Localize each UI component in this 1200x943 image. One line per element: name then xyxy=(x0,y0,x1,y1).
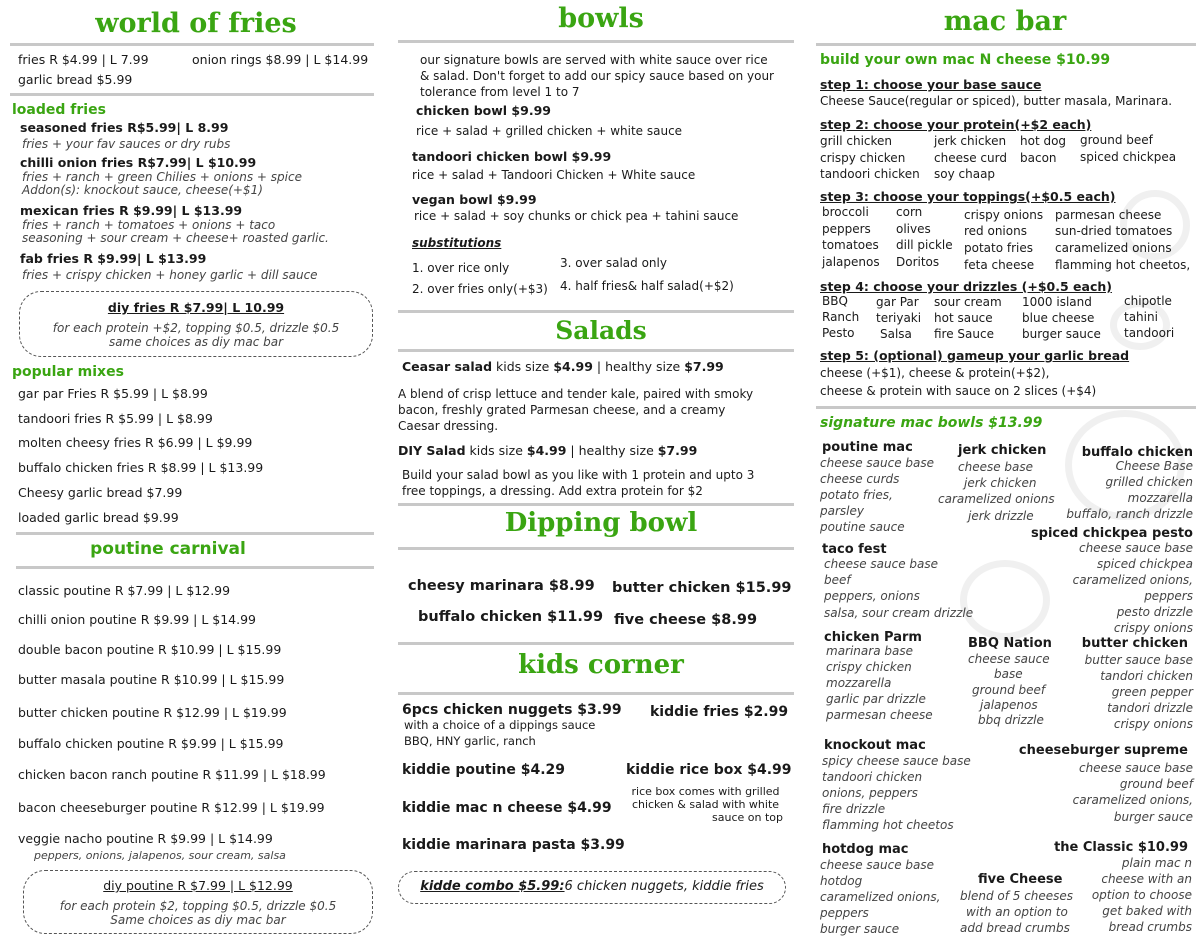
sig-spiced-chickpea-pesto: spiced chickpea pesto xyxy=(1030,526,1193,541)
diy-poutine-line: for each protein $2, topping $0.5, drizzle $0.5 xyxy=(59,899,337,913)
diy-fries-line: for each protein +$2, topping $0.5, drizzle $0.5 xyxy=(52,321,340,335)
sig-desc: caramelized onions, xyxy=(820,890,941,904)
sig-butter-chicken: butter chicken xyxy=(1081,636,1188,651)
bowl-tandoori: tandoori chicken bowl $9.99 xyxy=(412,149,612,164)
sig-desc: burger sauce xyxy=(820,922,900,936)
sig-desc: mozzarella xyxy=(826,676,892,690)
sig-desc: onions, peppers xyxy=(822,786,918,800)
poutine-item: bacon cheeseburger poutine R $12.99 | L $19.99 xyxy=(18,800,325,815)
item-seasoned-fries: seasoned fries R$5.99| L 8.99 xyxy=(20,120,229,135)
diy-poutine-title: diy poutine R $7.99 | L $12.99 xyxy=(103,878,293,893)
sig-desc: peppers xyxy=(1144,589,1193,603)
topping: dill pickle xyxy=(896,238,953,252)
kids-combo-box xyxy=(398,871,786,904)
item-desc: fries + ranch + tomatoes + onions + taco xyxy=(22,218,276,232)
poutine-item: butter masala poutine R $10.99 | L $15.99 xyxy=(18,672,285,687)
popular-item: tandoori fries R $5.99 | L $8.99 xyxy=(18,411,213,426)
heading-loaded-fries: loaded fries xyxy=(12,102,106,118)
heading-build-your-own: build your own mac N cheese $10.99 xyxy=(820,52,1111,68)
diy-salad-kids-price: $4.99 xyxy=(526,443,567,458)
caesar-healthy-price: $7.99 xyxy=(684,359,724,374)
dip-item: five cheese $8.99 xyxy=(614,612,758,628)
diy-fries-title: diy fries R $7.99| L 10.99 xyxy=(107,300,285,315)
popular-item: Cheesy garlic bread $7.99 xyxy=(18,485,183,500)
step-1-text: Cheese Sauce(regular or spiced), butter masala, Marinara. xyxy=(820,94,1173,108)
sig-desc: cheese sauce base xyxy=(1078,761,1193,775)
bowls-intro-line: & salad. Don't forget to add our spicy sauce based on your xyxy=(420,69,774,83)
kids-fries: kiddie fries $2.99 xyxy=(650,704,789,720)
caesar-desc: bacon, freshly grated Parmesan cheese, and a creamy xyxy=(398,403,726,417)
topping: olives xyxy=(896,222,931,236)
drizzle: hot sauce xyxy=(934,311,993,325)
drizzle: 1000 island xyxy=(1022,295,1092,309)
sig-desc: green pepper xyxy=(1111,685,1193,699)
protein: spiced chickpea xyxy=(1080,150,1177,164)
sig-desc: cheese sauce base xyxy=(824,557,939,571)
column-world-of-fries xyxy=(0,0,392,943)
heading-popular-mixes: popular mixes xyxy=(12,364,124,380)
heading-substitutions: substitutions xyxy=(412,236,502,250)
poutine-item: double bacon poutine R $10.99 | L $15.99 xyxy=(18,642,282,657)
sub-option: 3. over salad only xyxy=(560,256,667,270)
item-desc: seasoning + sour cream + cheese+ roasted garlic. xyxy=(22,231,329,245)
sig-desc: grilled chicken xyxy=(1105,475,1193,489)
sig-desc: ground beef xyxy=(1119,777,1193,791)
heading-signature-mac-bowls: signature mac bowls $13.99 xyxy=(820,415,1043,431)
kids-combo-title: kidde combo $5.99: xyxy=(420,879,565,894)
drizzle: Pesto xyxy=(822,326,855,340)
sig-the-classic: the Classic $10.99 xyxy=(1054,840,1188,855)
topping: crispy onions xyxy=(964,208,1044,222)
section-title-poutine-carnival: poutine carnival xyxy=(90,539,246,559)
topping: sun-dried tomatoes xyxy=(1055,224,1173,238)
decorative-swirl xyxy=(960,560,1050,640)
poutine-item: classic poutine R $7.99 | L $12.99 xyxy=(18,583,231,598)
sig-desc: caramelized onions, xyxy=(1072,793,1193,807)
popular-item: loaded garlic bread $9.99 xyxy=(18,510,179,525)
kids-desc: sauce on top xyxy=(712,811,783,824)
diy-salad-healthy-price: $7.99 xyxy=(657,443,698,458)
item-fries: fries R $4.99 | L 7.99 xyxy=(18,52,149,67)
sub-option: 4. half fries& half salad(+$2) xyxy=(560,279,734,293)
caesar-desc: Caesar dressing. xyxy=(398,419,499,433)
sig-desc: bbq drizzle xyxy=(978,713,1044,727)
bowls-intro-line: our signature bowls are served with white sauce over rice xyxy=(420,53,768,67)
sig-desc: parsley xyxy=(820,504,864,518)
sig-desc: spiced chickpea xyxy=(1096,557,1193,571)
sig-desc: poutine sauce xyxy=(820,520,905,534)
topping: red onions xyxy=(964,224,1027,238)
bowls-intro-line: tolerance from level 1 to 7 xyxy=(420,85,580,99)
sig-desc: spicy cheese sauce base xyxy=(822,754,971,768)
item-fab-fries: fab fries R $9.99| L $13.99 xyxy=(20,251,207,266)
kids-desc: rice box comes with grilled xyxy=(631,785,780,798)
drizzle: fire Sauce xyxy=(934,327,994,341)
topping: caramelized onions xyxy=(1055,241,1172,255)
divider xyxy=(398,349,794,352)
bowl-desc: rice + salad + soy chunks or chick pea + tahini sauce xyxy=(414,209,739,223)
protein: bacon xyxy=(1020,151,1057,165)
step-3: step 3: choose your toppings(+$0.5 each) xyxy=(820,189,1116,204)
divider xyxy=(398,40,794,43)
sig-desc: cheese sauce base xyxy=(820,456,935,470)
sig-desc: beef xyxy=(824,573,851,587)
caesar-sep: | healthy size xyxy=(592,359,685,374)
sig-desc: butter sauce base xyxy=(1084,653,1193,667)
sig-desc: garlic par drizzle xyxy=(826,692,926,706)
section-title-mac-bar: mac bar xyxy=(943,6,1067,37)
sig-desc: option to choose xyxy=(1091,888,1192,902)
sig-taco-fest: taco fest xyxy=(822,542,887,557)
poutine-item: butter chicken poutine R $12.99 | L $19.99 xyxy=(18,705,287,720)
dip-item: cheesy marinara $8.99 xyxy=(408,578,595,594)
sig-desc: fire drizzle xyxy=(822,802,886,816)
popular-item: buffalo chicken fries R $8.99 | L $13.99 xyxy=(18,460,264,475)
topping: tomatoes xyxy=(822,238,879,252)
sig-desc: caramelized onions xyxy=(938,492,1055,506)
column-mac-bar xyxy=(810,0,1200,943)
section-title-dipping-bowl: Dipping bowl xyxy=(504,508,698,538)
diy-fries-line: same choices as diy mac bar xyxy=(108,335,284,349)
diy-fries-box xyxy=(19,291,373,357)
sig-desc: Cheese Base xyxy=(1115,459,1193,473)
sig-desc: cheese sauce base xyxy=(820,858,935,872)
protein: grill chicken xyxy=(820,134,893,148)
drizzle: sour cream xyxy=(934,295,1002,309)
protein: crispy chicken xyxy=(820,151,906,165)
sig-desc: mozzarella xyxy=(1127,491,1193,505)
divider xyxy=(10,43,374,46)
protein: hot dog xyxy=(1020,134,1067,148)
caesar-kids: kids size xyxy=(492,359,554,374)
diy-salad-name: DIY Salad xyxy=(398,443,466,458)
sig-desc: salsa, sour cream drizzle xyxy=(824,606,974,620)
sig-desc: with an option to xyxy=(966,905,1068,919)
caesar-kids-price: $4.99 xyxy=(553,359,593,374)
bowl-vegan: vegan bowl $9.99 xyxy=(412,192,537,207)
drizzle: teriyaki xyxy=(876,311,922,325)
sig-desc: tandoori chicken xyxy=(822,770,923,784)
sig-desc: buffalo, ranch drizzle xyxy=(1066,507,1193,521)
sig-cheeseburger-supreme: cheeseburger supreme xyxy=(1018,743,1188,758)
item-mexican-fries: mexican fries R $9.99| L $13.99 xyxy=(20,203,243,218)
sig-desc: peppers xyxy=(820,906,869,920)
drizzle: chipotle xyxy=(1124,294,1172,308)
item-desc: fries + ranch + green Chilies + onions + spice xyxy=(22,170,302,184)
protein: ground beef xyxy=(1080,133,1153,147)
poutine-item: buffalo chicken poutine R $9.99 | L $15.99 xyxy=(18,736,284,751)
divider xyxy=(16,566,374,569)
sig-desc: marinara base xyxy=(826,644,913,658)
sig-desc: add bread crumbs xyxy=(960,921,1070,935)
kids-poutine: kiddie poutine $4.29 xyxy=(402,762,566,778)
item-onion-rings: onion rings $8.99 | L $14.99 xyxy=(192,52,369,67)
popular-item: molten cheesy fries R $6.99 | L $9.99 xyxy=(18,435,253,450)
step-5: step 5: (optional) gameup your garlic bread xyxy=(820,348,1130,363)
drizzle: Salsa xyxy=(880,327,912,341)
topping: parmesan cheese xyxy=(1055,208,1162,222)
topping: feta cheese xyxy=(964,258,1035,272)
sub-option: 2. over fries only(+$3) xyxy=(412,282,548,296)
poutine-item: chilli onion poutine R $9.99 | L $14.99 xyxy=(18,612,256,627)
sig-desc: blend of 5 cheeses xyxy=(960,889,1074,903)
step-1: step 1: choose your base sauce xyxy=(820,77,1042,92)
item-desc: peppers, onions, jalapenos, sour cream, salsa xyxy=(34,849,286,862)
sig-poutine-mac: poutine mac xyxy=(822,440,913,455)
sig-desc: pesto drizzle xyxy=(1116,605,1193,619)
step-5-line: cheese (+$1), cheese & protein(+$2), xyxy=(820,366,1050,380)
bowl-chicken: chicken bowl $9.99 xyxy=(416,103,551,118)
section-title-salads: Salads xyxy=(555,316,647,345)
poutine-item: veggie nacho poutine R $9.99 | L $14.99 xyxy=(18,831,273,846)
drizzle: Ranch xyxy=(822,310,860,324)
sig-desc: cheese with an xyxy=(1101,872,1192,886)
sig-desc: base xyxy=(994,667,1023,681)
divider xyxy=(816,43,1196,46)
bowl-desc: rice + salad + grilled chicken + white sauce xyxy=(416,124,683,138)
sig-desc: cheese base xyxy=(958,460,1034,474)
kids-combo-desc: 6 chicken nuggets, kiddie fries xyxy=(564,879,764,894)
sig-hotdog-mac: hotdog mac xyxy=(822,842,909,857)
sig-desc: jerk drizzle xyxy=(968,509,1034,523)
sub-option: 1. over rice only xyxy=(412,261,510,275)
sig-desc: ground beef xyxy=(972,683,1046,697)
kids-desc: chicken & salad with white xyxy=(631,798,780,811)
divider xyxy=(398,503,794,506)
caesar-desc: A blend of crisp lettuce and tender kale, paired with smoky xyxy=(398,387,754,401)
column-bowls xyxy=(392,0,810,943)
item-diy-salad xyxy=(398,443,697,458)
item-desc: Addon(s): knockout sauce, cheese(+$1) xyxy=(22,183,263,197)
sig-desc: get baked with xyxy=(1102,904,1192,918)
sig-desc: potato fries, xyxy=(820,488,893,502)
popular-item: gar par Fries R $5.99 | L $8.99 xyxy=(18,386,208,401)
divider xyxy=(816,406,1196,409)
sig-desc: peppers, onions xyxy=(824,589,920,603)
topping: broccoli xyxy=(822,205,869,219)
sig-desc: caramelized onions, xyxy=(1072,573,1193,587)
sig-jerk-chicken: jerk chicken xyxy=(958,443,1047,458)
divider xyxy=(398,310,794,313)
drizzle: blue cheese xyxy=(1022,311,1095,325)
section-title-kids-corner: kids corner xyxy=(518,650,684,680)
sig-desc: plain mac n xyxy=(1121,856,1192,870)
kids-rice-box: kiddie rice box $4.99 xyxy=(626,762,792,778)
drizzle: tandoori xyxy=(1124,326,1175,340)
sig-desc: crispy chicken xyxy=(826,660,912,674)
section-title-world-of-fries: world of fries xyxy=(95,8,297,39)
topping: potato fries xyxy=(964,241,1034,255)
diy-poutine-box xyxy=(23,870,373,934)
sig-desc: flamming hot cheetos xyxy=(822,818,954,832)
topping: jalapenos xyxy=(822,255,880,269)
kids-desc: BBQ, HNY garlic, ranch xyxy=(404,734,536,748)
drizzle: tahini xyxy=(1124,310,1158,324)
sig-desc: burger sauce xyxy=(1113,810,1193,824)
divider xyxy=(10,93,374,96)
poutine-item: chicken bacon ranch poutine R $11.99 | L $18.99 xyxy=(18,767,326,782)
item-desc: fries + your fav sauces or dry rubs xyxy=(22,137,231,151)
topping: corn xyxy=(896,205,923,219)
sig-chicken-parm: chicken Parm xyxy=(824,630,922,645)
sig-desc: jalapenos xyxy=(980,698,1038,712)
step-5-line: cheese & protein with sauce on 2 slices (+$4) xyxy=(820,384,1097,398)
protein: cheese curd xyxy=(934,151,1007,165)
divider xyxy=(398,642,794,645)
section-title-bowls: bowls xyxy=(558,3,644,34)
step-2: step 2: choose your protein(+$2 each) xyxy=(820,117,1092,132)
sig-desc: cheese sauce base xyxy=(1078,541,1193,555)
kids-mac-n-cheese: kiddie mac n cheese $4.99 xyxy=(402,800,612,816)
kids-nuggets: 6pcs chicken nuggets $3.99 xyxy=(402,702,622,718)
protein: jerk chicken xyxy=(934,134,1007,148)
sig-desc: cheese sauce xyxy=(968,652,1050,666)
topping: peppers xyxy=(822,222,871,236)
kids-combo xyxy=(399,879,785,894)
sig-desc: parmesan cheese xyxy=(826,708,933,722)
item-desc: fries + crispy chicken + honey garlic + dill sauce xyxy=(22,268,318,282)
diy-salad-desc: free toppings, a dressing. Add extra protein for $2 xyxy=(402,484,703,498)
sig-desc: jerk chicken xyxy=(964,476,1037,490)
dip-item: buffalo chicken $11.99 xyxy=(418,609,604,625)
sig-five-cheese: five Cheese xyxy=(978,872,1063,887)
item-chilli-onion-fries: chilli onion fries R$7.99| L $10.99 xyxy=(20,155,257,170)
sig-desc: bread crumbs xyxy=(1108,920,1192,934)
sig-desc: tandori drizzle xyxy=(1107,701,1193,715)
sig-desc: hotdog xyxy=(820,874,863,888)
divider xyxy=(16,532,374,535)
item-caesar-salad xyxy=(402,359,724,374)
topping: flamming hot cheetos, xyxy=(1055,258,1191,272)
topping: Doritos xyxy=(896,255,940,269)
dip-item: butter chicken $15.99 xyxy=(612,580,792,596)
diy-salad-sep: | healthy size xyxy=(566,443,658,458)
protein: soy chaap xyxy=(934,167,996,181)
divider xyxy=(398,547,794,550)
sig-knockout-mac: knockout mac xyxy=(824,738,926,753)
item-garlic-bread: garlic bread $5.99 xyxy=(18,72,133,87)
divider xyxy=(398,692,794,695)
diy-salad-desc: Build your salad bowl as you like with 1 protein and upto 3 xyxy=(402,468,755,482)
step-4: step 4: choose your drizzles (+$0.5 each) xyxy=(820,279,1112,294)
caesar-name: Ceasar salad xyxy=(402,359,493,374)
sig-bbq-nation: BBQ Nation xyxy=(968,636,1052,651)
sig-desc: crispy onions xyxy=(1113,717,1193,731)
sig-desc: cheese curds xyxy=(820,472,900,486)
sig-buffalo-chicken: buffalo chicken xyxy=(1081,445,1193,460)
drizzle: BBQ xyxy=(822,294,848,308)
diy-salad-kids: kids size xyxy=(465,443,527,458)
protein: tandoori chicken xyxy=(820,167,920,181)
drizzle: gar Par xyxy=(876,295,919,309)
sig-desc: tandori chicken xyxy=(1100,669,1193,683)
diy-poutine-line: Same choices as diy mac bar xyxy=(110,913,286,927)
kids-marinara-pasta: kiddie marinara pasta $3.99 xyxy=(402,837,625,853)
sig-desc: crispy onions xyxy=(1113,621,1193,635)
drizzle: burger sauce xyxy=(1022,327,1101,341)
bowl-desc: rice + salad + Tandoori Chicken + White sauce xyxy=(412,168,696,182)
kids-desc: with a choice of a dippings sauce xyxy=(404,718,596,732)
